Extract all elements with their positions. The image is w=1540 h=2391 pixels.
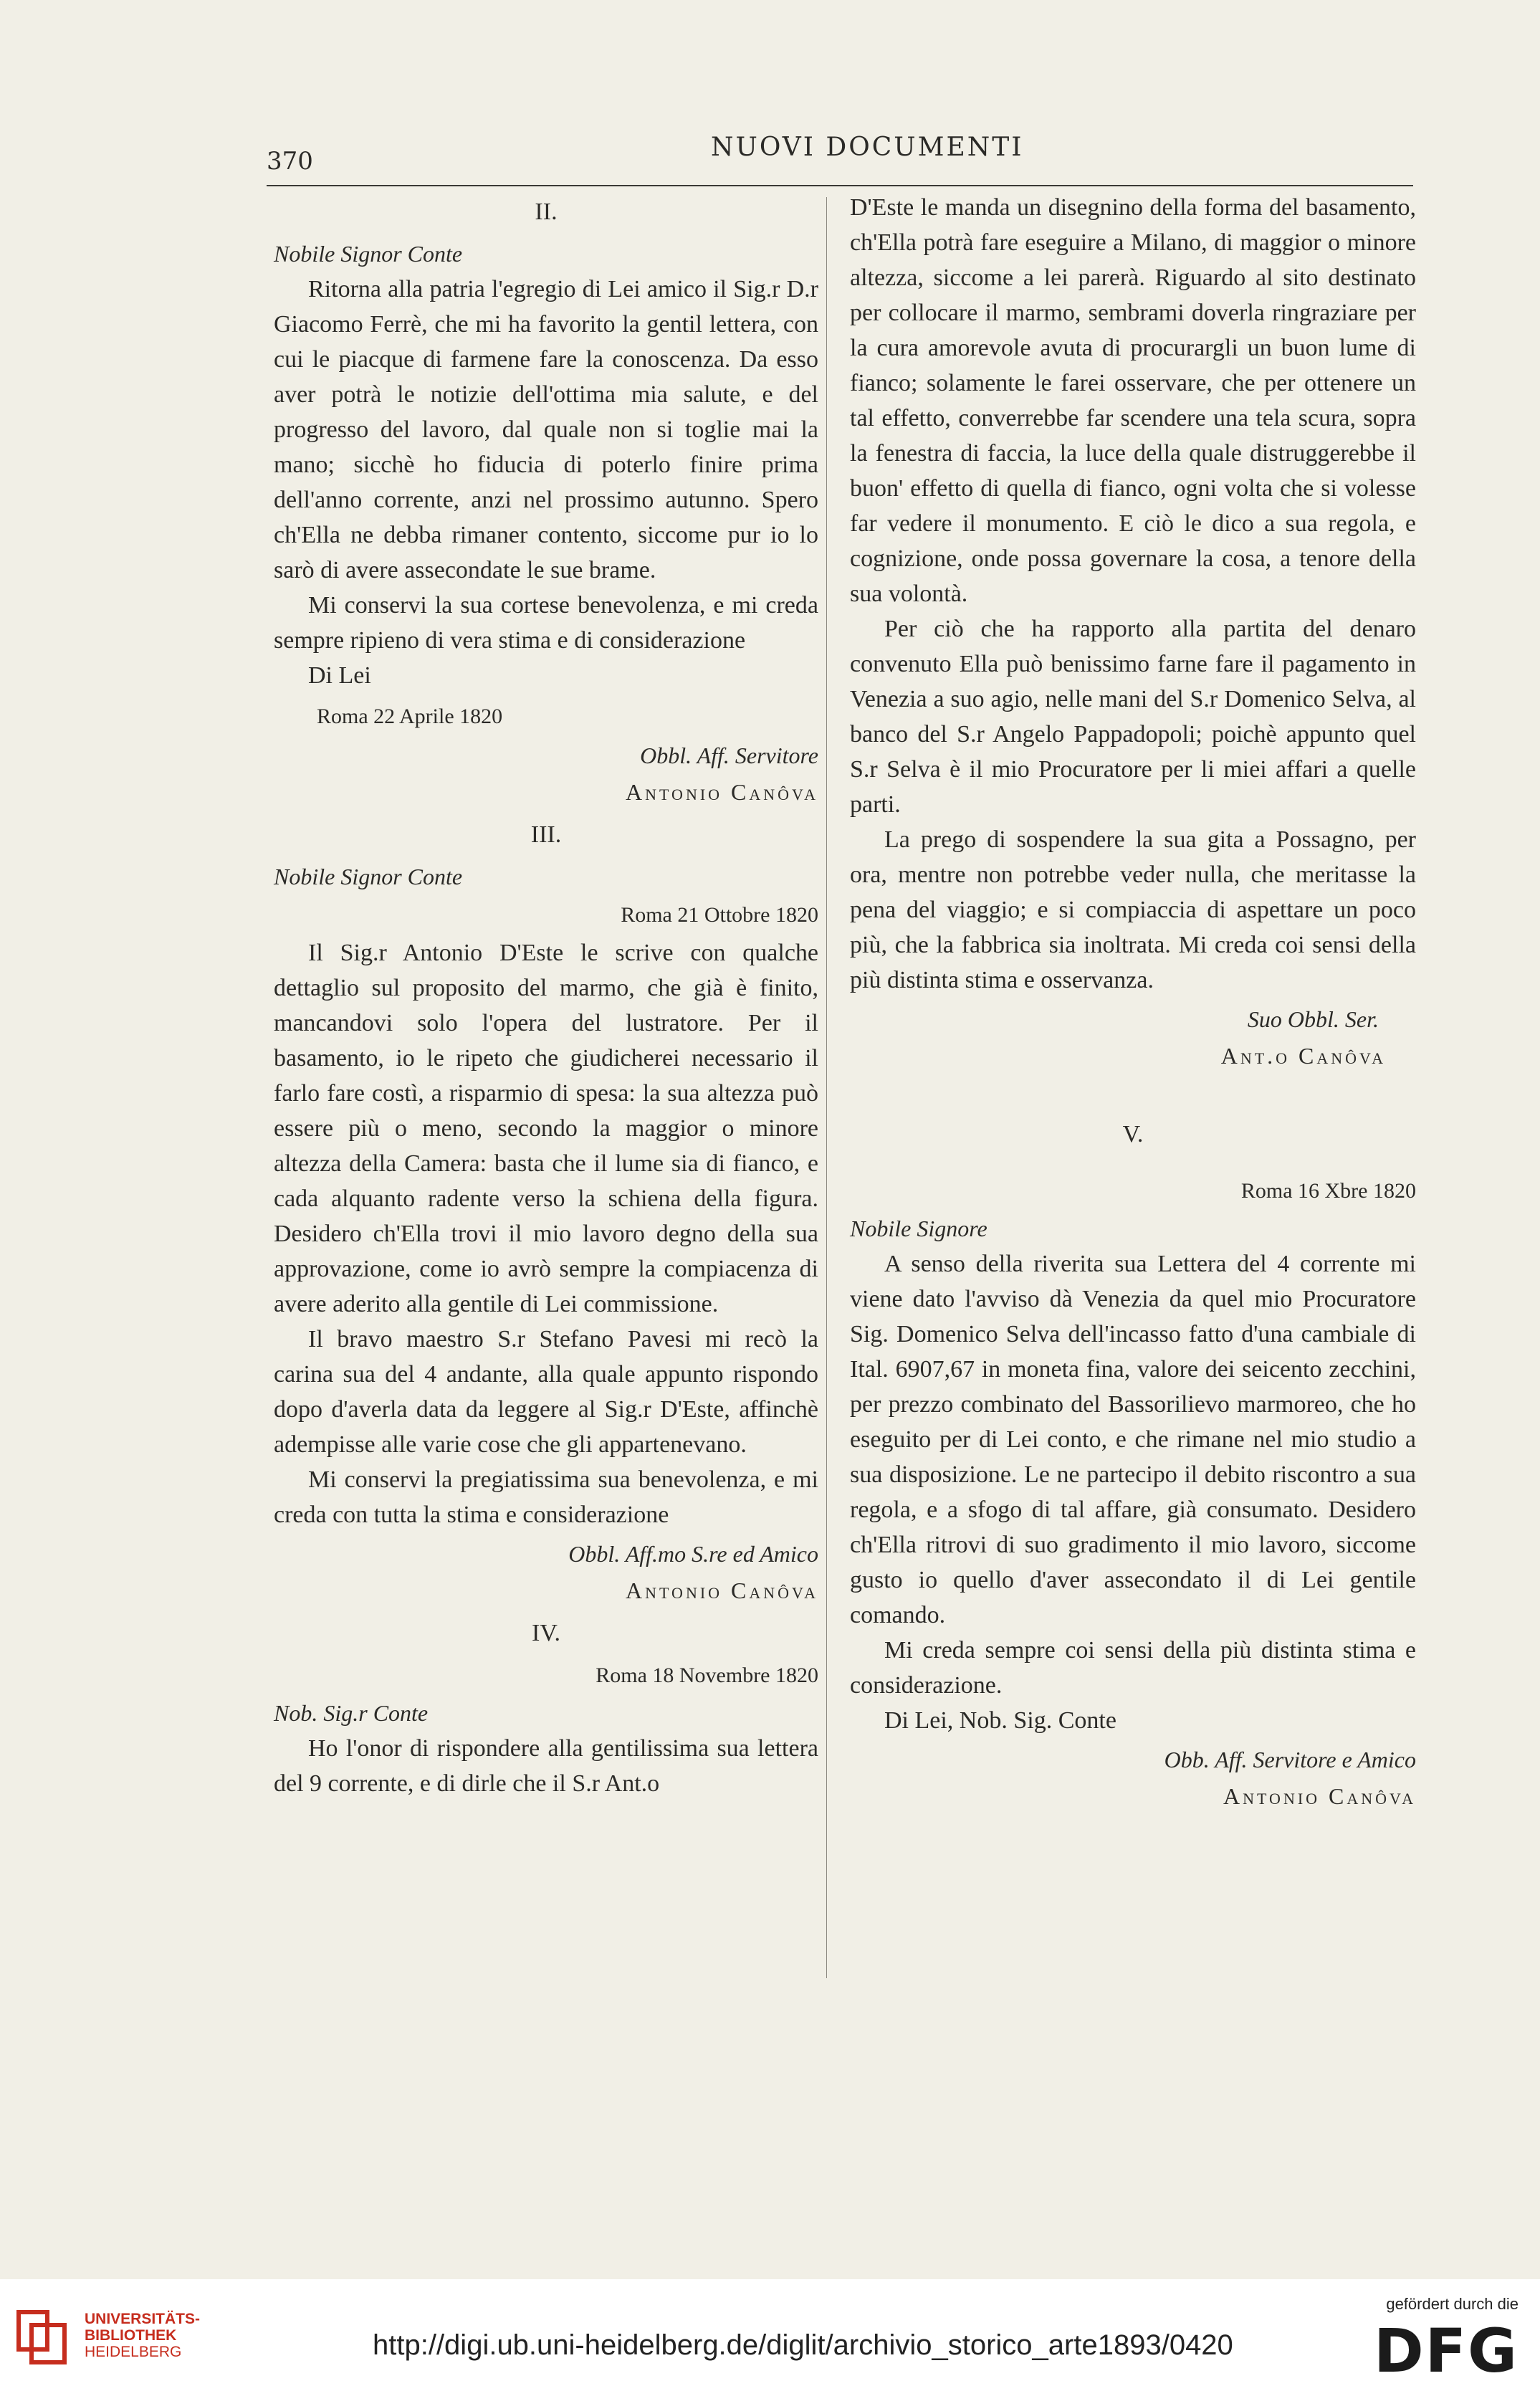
letter-paragraph: Il Sig.r Antonio D'Este le scrive con qualche dettaglio sul proposito del marmo, che già è finito, mancandovi solo l'opera del lustratore. Per il basamento, io le ripeto che giudicherei necessario il farlo fare costì, a risparmio di spesa: la sua altezza può essere più o meno, secondo la maggior o minore altezza della Camera: basta che il lume sia di fianco, e cada alquanto radente verso la schiena della figura. Desidero ch'Ella trovi il mio lavoro degno della sua approvazione, come io avrò sempre la compiacenza di avere aderito alla gentile di Lei commissione. xyxy=(274,940,818,1317)
letter-paragraph: D'Este le manda un disegnino della forma del basamento, ch'Ella potrà fare eseguire a Milano, di maggior o minore altezza, siccome a lei parerà. Riguardo al sito destinato per collocare il marmo, sembrami doverla ringraziare per la cura amorevole avuta di procurargli un buon lume di fianco; solamente le farei osservare, che per ottenere un tal effetto, converrebbe far scendere una tela scura, sopra la fenestra di faccia, la luce della quale distruggerebbe il buon' effetto di quella di fianco, ogni volta che si volesse far vedere il monumento. E ciò le dico a sua regola, e cognizione, onde possa governare la cosa, a tenore della sua volontà. xyxy=(850,194,1416,607)
letter-paragraph: Ho l'onor di rispondere alla gentilissima sua lettera del 9 corrente, e di dirle che il S.r Ant.o xyxy=(274,1735,818,1797)
left-column xyxy=(274,190,818,1801)
letter-numeral: III. xyxy=(530,821,562,848)
letter-paragraph: Ritorna alla patria l'egregio di Lei amico il Sig.r D.r Giacomo Ferrè, che mi ha favorito la gentil lettera, con cui le piacque di farmene fare la conoscenza. Da esso aver potrà le notizie dell'ottima mia salute, e del progresso del lavoro, dal quale non si toglie mai la mano; sicchè ho fiducia di poterlo finire prima dell'anno corrente, anzi nel prossimo autunno. Spero ch'Ella ne debba rimaner contento, siccome pur io lo sarò di avere assecondate le sue brame. xyxy=(274,276,818,583)
letter-closing: Di Lei xyxy=(308,662,371,689)
dfg-logo: DFG xyxy=(1373,2316,1519,2386)
signature-title: Obbl. Aff.mo S.re ed Amico xyxy=(568,1541,818,1567)
letter-date: Roma 16 Xbre 1820 xyxy=(1240,1179,1416,1203)
page-header xyxy=(267,125,1413,183)
letter-salutation: Nobile Signor Conte xyxy=(274,241,463,267)
header-rule xyxy=(267,185,1413,186)
letter-paragraph: Mi conservi la sua cortese benevolenza, e mi creda sempre ripieno di vera stima e di considerazione xyxy=(274,592,818,654)
letter-salutation: Nobile Signor Conte xyxy=(274,864,463,889)
signature-name: Antonio Canôva xyxy=(626,779,818,805)
letter-salutation: Nob. Sig.r Conte xyxy=(274,1700,429,1726)
library-name-line2: BIBLIOTHEK xyxy=(85,2327,177,2344)
running-title: NUOVI DOCUMENTI xyxy=(711,133,1024,162)
letter-numeral: II. xyxy=(535,199,558,225)
letter-salutation: Nobile Signore xyxy=(850,1216,987,1241)
letter-paragraph: Mi conservi la pregiatissima sua benevolenza, e mi creda con tutta la stima e considerazione xyxy=(274,1466,818,1528)
letter-date: Roma 22 Aprile 1820 xyxy=(317,705,503,728)
signature-name: Ant.o Canôva xyxy=(1220,1043,1386,1069)
letter-paragraph: Per ciò che ha rapporto alla partita del denaro convenuto Ella può benissimo farne fare il pagamento in Venezia a suo agio, nelle mani del S.r Domenico Selva, al banco del S.r Angelo Pappadopoli; poichè appunto quel S.r Selva è il mio Procuratore per li miei affari a quelle parti. xyxy=(850,616,1416,818)
footer-bar xyxy=(0,2279,1540,2391)
letter-paragraph: Mi creda sempre coi sensi della più distinta stima e considerazione. xyxy=(850,1637,1416,1699)
signature-title: Obbl. Aff. Servitore xyxy=(640,743,818,768)
letter-numeral: IV. xyxy=(532,1620,560,1646)
signature-title: Suo Obbl. Ser. xyxy=(1247,1006,1379,1032)
letter-date: Roma 21 Ottobre 1820 xyxy=(621,903,818,927)
library-name-line3: HEIDELBERG xyxy=(85,2344,182,2360)
page-number: 370 xyxy=(267,147,313,176)
letter-date: Roma 18 Novembre 1820 xyxy=(596,1664,818,1687)
library-logo-icon xyxy=(16,2309,70,2367)
letter-paragraph: Il bravo maestro S.r Stefano Pavesi mi recò la carina sua del 4 andante, alla quale appunto rispondo dopo d'averla data da leggere al Sig.r D'Este, affinchè adempisse alle varie cose che gli appartenevano. xyxy=(274,1326,818,1458)
letter-closing: Di Lei, Nob. Sig. Conte xyxy=(884,1707,1116,1734)
signature-title: Obb. Aff. Servitore e Amico xyxy=(1164,1747,1416,1772)
letter-paragraph: A senso della riverita sua Lettera del 4 corrente mi viene dato l'avviso dà Venezia da quel mio Procuratore Sig. Domenico Selva dell'incasso fatto d'una cambiale di Ital. 6907,67 in moneta fina, valore dei seicento zecchini, per prezzo combinato del Bassorilievo marmoreo, che ho eseguito per di Lei conto, e che rimane nel mio studio a sua disposizione. Le ne partecipo il debito riscontro a sua regola, e a sfogo di tal affare, già consumato. Desidero ch'Ella ritrovi di suo gradimento il mio lavoro, siccome gusto io quello d'aver assecondato il di Lei gentile comando. xyxy=(850,1251,1416,1628)
library-name-line1: UNIVERSITÄTS- xyxy=(85,2311,201,2327)
signature-name: Antonio Canôva xyxy=(1223,1783,1416,1809)
digital-copy-link[interactable]: http://digi.ub.uni-heidelberg.de/diglit/archivio_storico_arte1893/0420 xyxy=(373,2329,1233,2361)
funded-by-label: gefördert durch die xyxy=(1386,2295,1519,2313)
signature-name: Antonio Canôva xyxy=(626,1578,818,1603)
library-name xyxy=(85,2311,200,2360)
column-divider xyxy=(826,197,827,1978)
letter-paragraph: La prego di sospendere la sua gita a Possagno, per ora, mentre non potrebbe veder nulla, che meritasse la pena del viaggio; e si compiaccia di aspettare un poco più, che la fabbrica sia inoltrata. Mi creda coi sensi della più distinta stima e osservanza. xyxy=(850,826,1416,993)
right-column xyxy=(850,190,1416,1821)
letter-numeral: V. xyxy=(1122,1121,1144,1147)
